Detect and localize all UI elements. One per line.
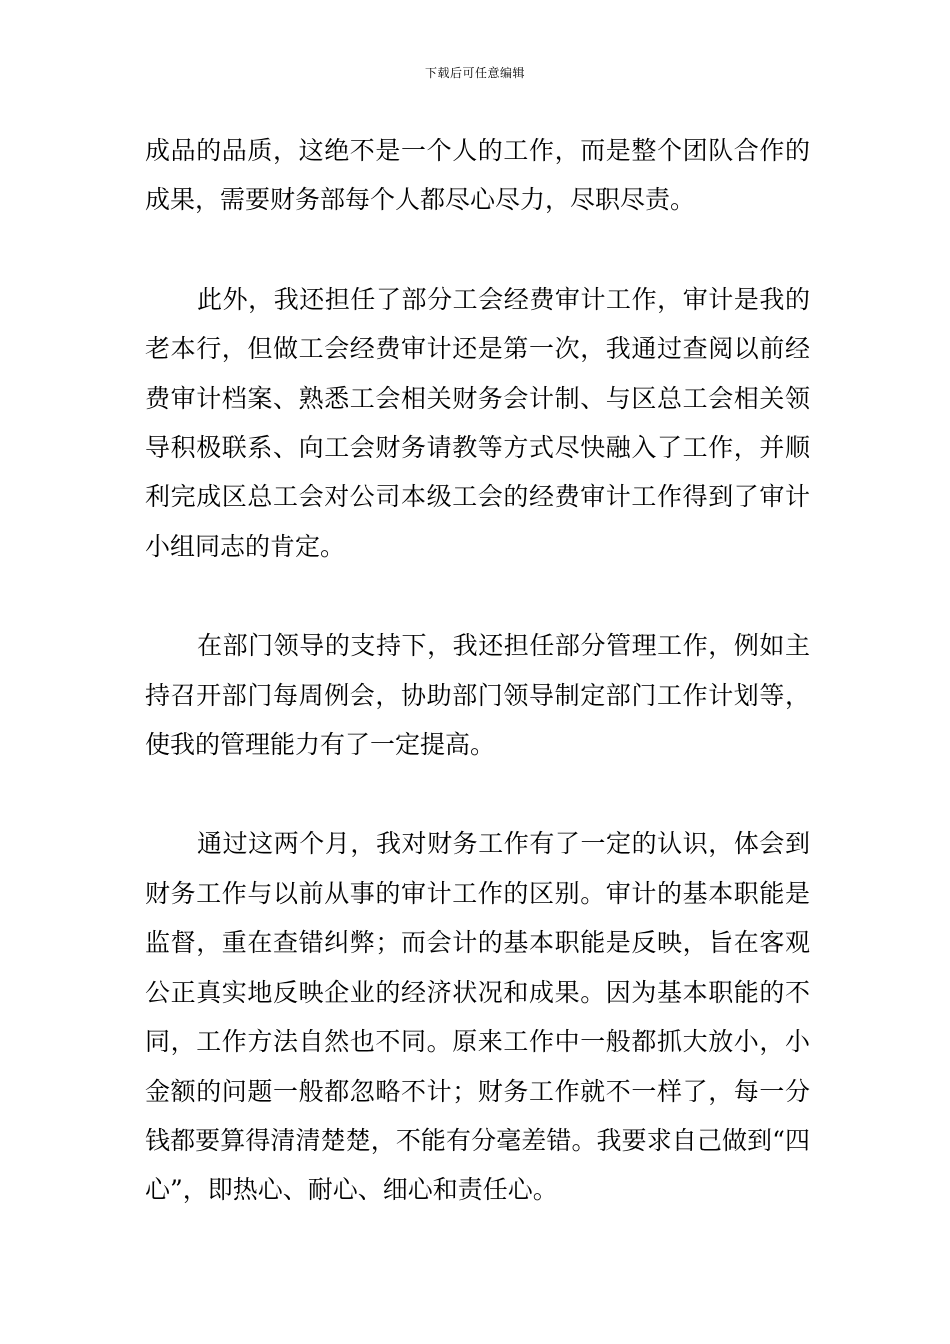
paragraph-reflection: 通过这两个月，我对财务工作有了一定的认识，体会到财务工作与以前从事的审计工作的区别。审计的基本职能是监督，重在查错纠弊；而会计的基本职能是反映，旨在客观公正真实地反映企业的经济状况和成果。因为基本职能的不同，工作方法自然也不同。原来工作中一般都抓大放小，小金额的问题一般都忽略不计；财务工作就不一样了，每一分钱都要算得清清楚楚，不能有分毫差错。我要求自己做到“四心”，即热心、耐心、细心和责任心。 (145, 829, 810, 1205)
document-body (145, 126, 810, 1215)
page-header: 下载后可任意编辑 (424, 66, 525, 80)
paragraph-continuation: 成品的品质，这绝不是一个人的工作，而是整个团队合作的成果，需要财务部每个人都尽心尽力，尽职尽责。 (145, 136, 810, 215)
paragraph-management: 在部门领导的支持下，我还担任部分管理工作，例如主持召开部门每周例会，协助部门领导制定部门工作计划等，使我的管理能力有了一定提高。 (145, 631, 810, 760)
paragraph-union-audit: 此外，我还担任了部分工会经费审计工作，审计是我的老本行，但做工会经费审计还是第一次，我通过查阅以前经费审计档案、熟悉工会相关财务会计制、与区总工会相关领导积极联系、向工会财务请教等方式尽快融入了工作，并顺利完成区总工会对公司本级工会的经费审计工作得到了审计小组同志的肯定。 (145, 284, 810, 561)
